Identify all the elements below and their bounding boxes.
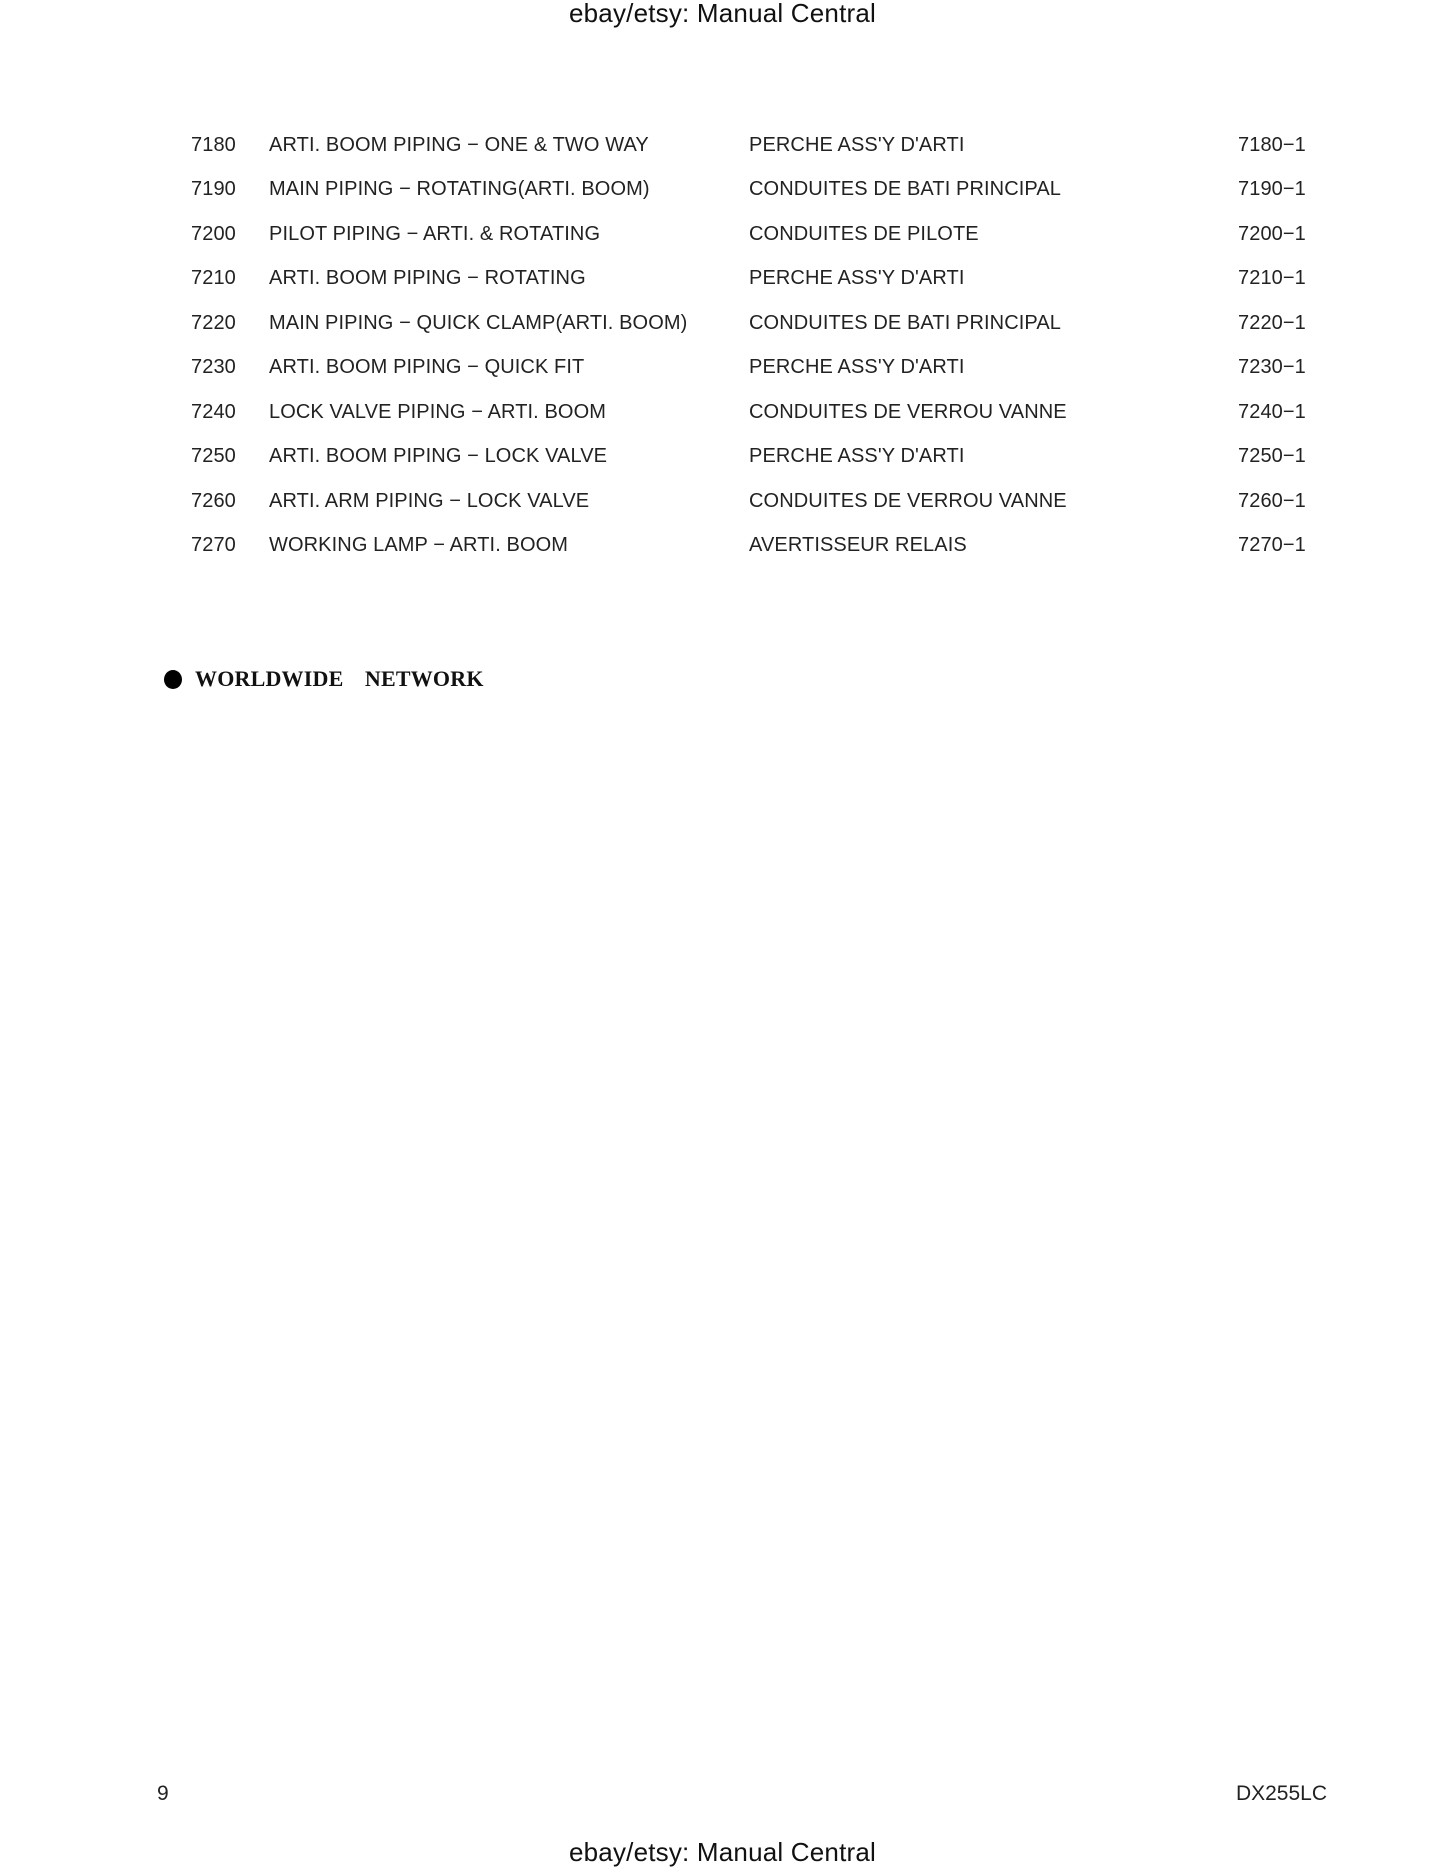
- table-row: [0, 134, 1445, 164]
- page-reference: 7240−1: [1238, 401, 1306, 423]
- english-description: PILOT PIPING − ARTI. & ROTATING: [269, 223, 601, 245]
- french-description: CONDUITES DE VERROU VANNE: [749, 490, 1067, 512]
- page-reference: 7190−1: [1238, 178, 1306, 200]
- page-reference: 7200−1: [1238, 223, 1306, 245]
- table-row: [0, 223, 1445, 253]
- english-description: MAIN PIPING − ROTATING(ARTI. BOOM): [269, 178, 650, 200]
- part-number: 7220: [191, 312, 236, 334]
- english-description: ARTI. BOOM PIPING − LOCK VALVE: [269, 445, 608, 467]
- french-description: PERCHE ASS'Y D'ARTI: [749, 267, 965, 289]
- table-row: [0, 312, 1445, 342]
- french-description: AVERTISSEUR RELAIS: [749, 534, 967, 556]
- part-number: 7270: [191, 534, 236, 556]
- french-description: CONDUITES DE BATI PRINCIPAL: [749, 312, 1062, 334]
- french-description: CONDUITES DE PILOTE: [749, 223, 979, 245]
- page-reference: 7260−1: [1238, 490, 1306, 512]
- french-description: CONDUITES DE BATI PRINCIPAL: [749, 178, 1062, 200]
- part-number: 7230: [191, 356, 236, 378]
- english-description: LOCK VALVE PIPING − ARTI. BOOM: [269, 401, 606, 423]
- part-number: 7200: [191, 223, 236, 245]
- french-description: PERCHE ASS'Y D'ARTI: [749, 134, 965, 156]
- page-reference: 7230−1: [1238, 356, 1306, 378]
- table-row: [0, 534, 1445, 564]
- part-number: 7250: [191, 445, 236, 467]
- french-description: CONDUITES DE VERROU VANNE: [749, 401, 1067, 423]
- table-row: [0, 490, 1445, 520]
- page-reference: 7180−1: [1238, 134, 1306, 156]
- table-row: [0, 267, 1445, 297]
- section-title: WORLDWIDE NETWORK: [195, 666, 484, 691]
- page-number: 9: [157, 1782, 169, 1805]
- filled-circle-bullet-icon: [164, 670, 182, 689]
- english-description: ARTI. BOOM PIPING − ONE & TWO WAY: [269, 134, 649, 156]
- english-description: WORKING LAMP − ARTI. BOOM: [269, 534, 569, 556]
- table-row: [0, 401, 1445, 431]
- english-description: MAIN PIPING − QUICK CLAMP(ARTI. BOOM): [269, 312, 688, 334]
- model-code: DX255LC: [1235, 1782, 1327, 1805]
- part-number: 7190: [191, 178, 236, 200]
- table-row: [0, 178, 1445, 208]
- footer-watermark: ebay/etsy: Manual Central: [568, 1837, 877, 1867]
- page-reference: 7250−1: [1238, 445, 1306, 467]
- table-row: [0, 356, 1445, 386]
- page-reference: 7210−1: [1238, 267, 1306, 289]
- table-row: [0, 445, 1445, 475]
- header-watermark: ebay/etsy: Manual Central: [568, 0, 877, 28]
- page-reference: 7270−1: [1238, 534, 1306, 556]
- part-number: 7260: [191, 490, 236, 512]
- english-description: ARTI. BOOM PIPING − QUICK FIT: [269, 356, 585, 378]
- page-reference: 7220−1: [1238, 312, 1306, 334]
- english-description: ARTI. BOOM PIPING − ROTATING: [269, 267, 586, 289]
- french-description: PERCHE ASS'Y D'ARTI: [749, 356, 965, 378]
- french-description: PERCHE ASS'Y D'ARTI: [749, 445, 965, 467]
- part-number: 7240: [191, 401, 236, 423]
- part-number: 7180: [191, 134, 236, 156]
- section-heading: [164, 666, 484, 692]
- english-description: ARTI. ARM PIPING − LOCK VALVE: [269, 490, 590, 512]
- part-number: 7210: [191, 267, 236, 289]
